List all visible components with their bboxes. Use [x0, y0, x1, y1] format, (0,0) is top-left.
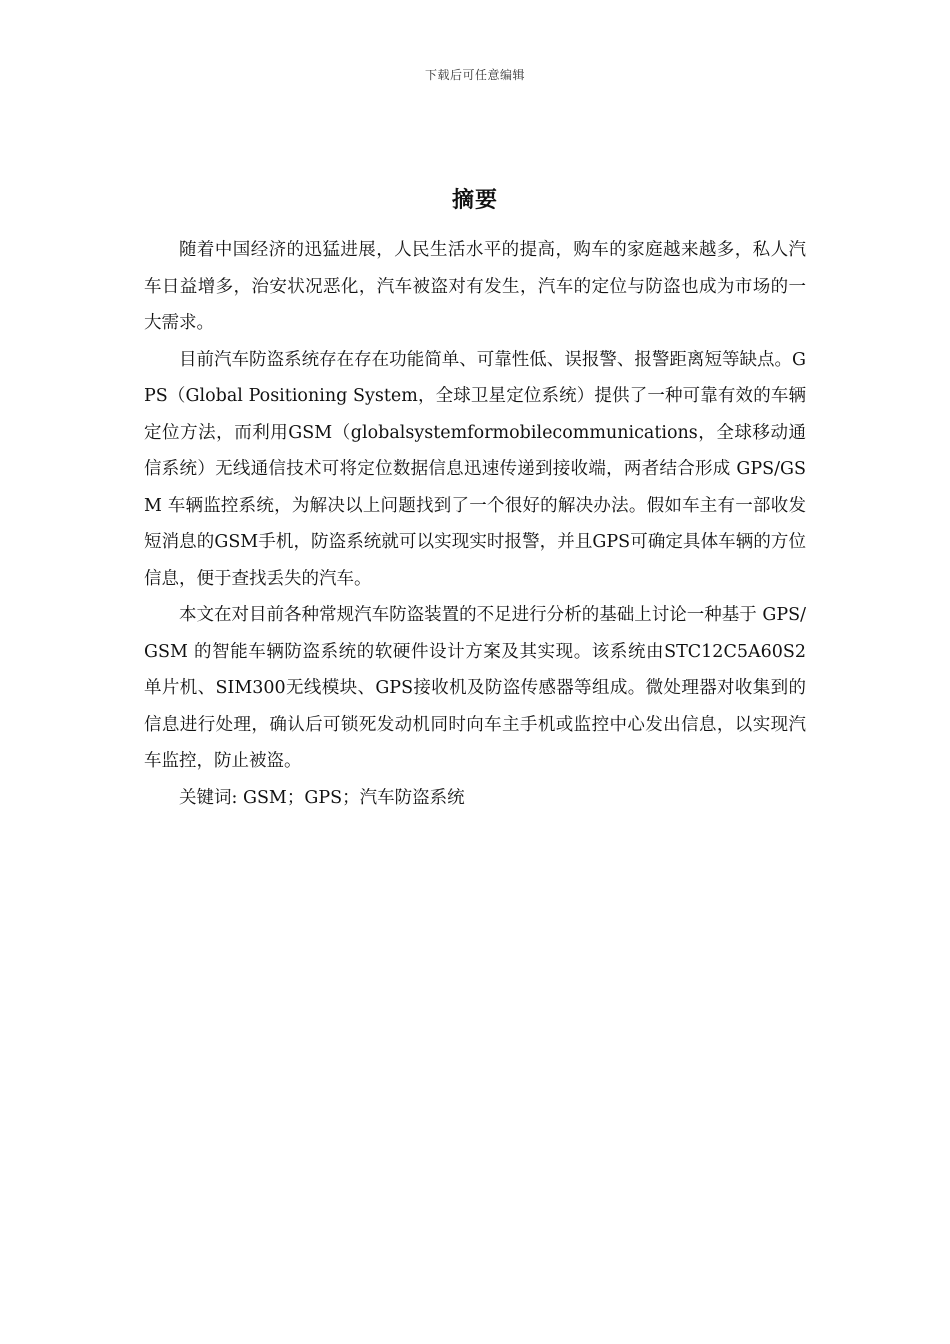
keywords-line: 关键词: GSM；GPS；汽车防盗系统: [179, 787, 465, 808]
header-note: 下载后可任意编辑: [424, 68, 525, 82]
abstract-paragraph-2: 目前汽车防盗系统存在存在功能简单、可靠性低、误报警、报警距离短等缺点。GPS（Global Positioning System，全球卫星定位系统）提供了一种可靠有效的车辆定位方法，而利用GSM（globalsystemformobilecommunications，全球移动通信系统）无线通信技术可将定位数据信息迅速传递到接收端，两者结合形成 GPS/GSM 车辆监控系统，为解决以上问题找到了一个很好的解决办法。假如车主有一部收发短消息的GSM手机，防盗系统就可以实现实时报警，并且GPS可确定具体车辆的方位信息，便于查找丢失的汽车。: [144, 349, 806, 589]
abstract-title: 摘要: [451, 188, 498, 213]
abstract-paragraph-1: 随着中国经济的迅猛进展，人民生活水平的提高，购车的家庭越来越多，私人汽车日益增多，治安状况恶化，汽车被盗对有发生，汽车的定位与防盗也成为市场的一大需求。: [144, 240, 806, 333]
abstract-paragraph-3: 本文在对目前各种常规汽车防盗装置的不足进行分析的基础上讨论一种基于 GPS/GSM 的智能车辆防盗系统的软硬件设计方案及其实现。该系统由STC12C5A60S2单片机、SIM300无线模块、GPS接收机及防盗传感器等组成。微处理器对收集到的信息进行处理，确认后可锁死发动机同时向车主手机或监控中心发出信息，以实现汽车监控，防止被盗。: [144, 605, 806, 771]
abstract-body: [144, 232, 806, 816]
